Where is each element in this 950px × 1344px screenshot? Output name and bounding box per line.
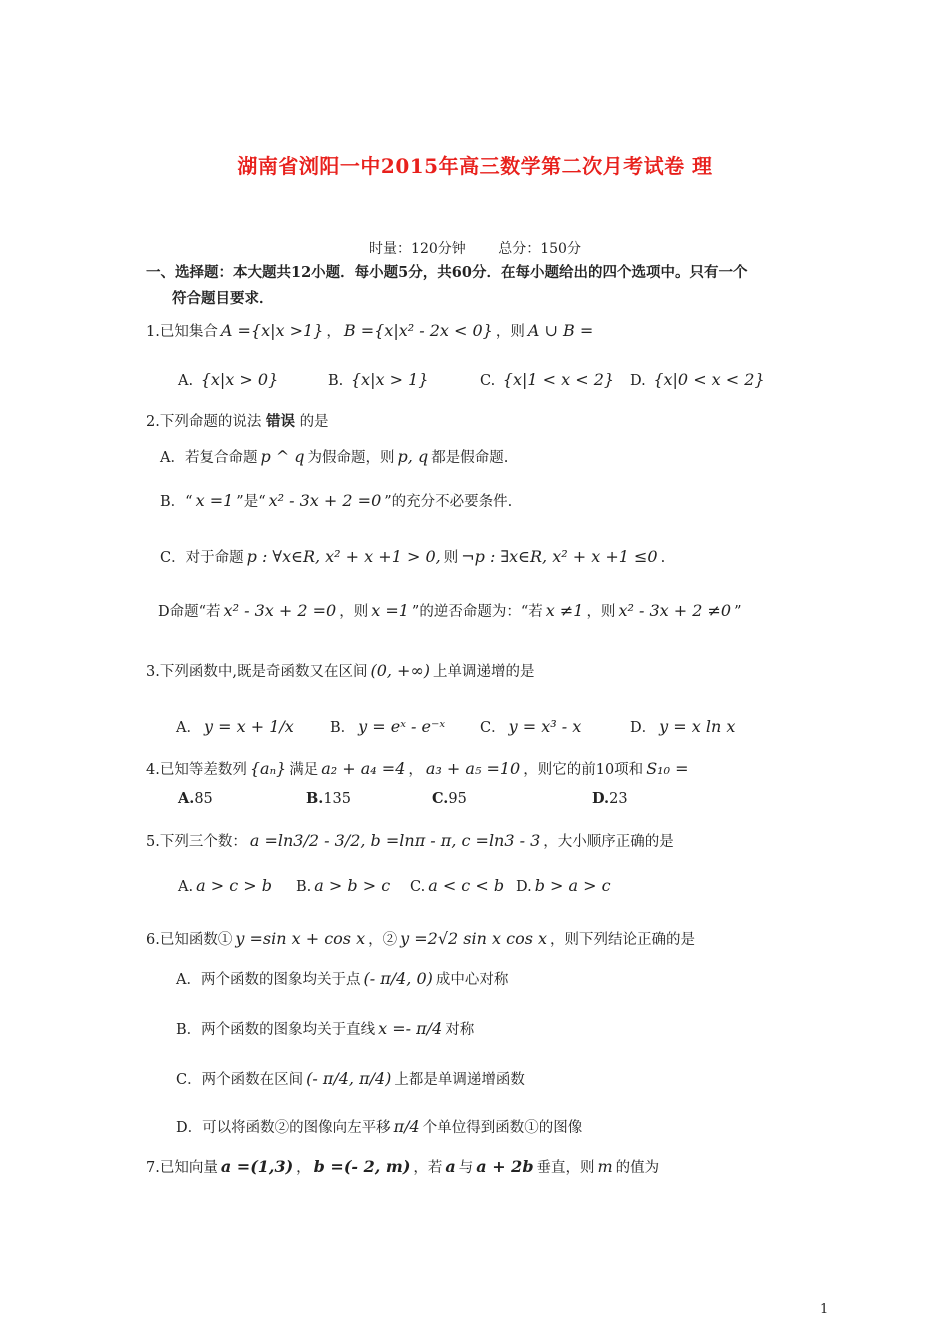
question-7: 7.已知向量 a =(1,3) ， b =(- 2, m) ，若 a 与 a + 2b 垂直，则 m 的值为 <box>146 1157 660 1176</box>
time-limit: 时量：120分钟 <box>369 241 466 257</box>
total-score: 总分：150分 <box>498 241 581 257</box>
q4-option-a[interactable]: A.85 <box>178 790 213 807</box>
q1-option-d[interactable]: D. {x|0 < x < 2} <box>630 370 765 389</box>
q5-option-a[interactable]: A. a > c > b <box>178 876 272 895</box>
q5-option-b[interactable]: B. a > b > c <box>296 876 391 895</box>
q3-option-c[interactable]: C． y = x³ - x <box>480 717 582 736</box>
question-3: 3.下列函数中,既是奇函数又在区间 (0, +∞) 上单调递增的是 <box>146 661 535 680</box>
q6-option-c[interactable]: C．两个函数在区间 (- π/4, π/4) 上都是单调递增函数 <box>176 1069 525 1088</box>
q1-option-c[interactable]: C. {x|1 < x < 2} <box>480 370 615 389</box>
question-6: 6.已知函数① y =sin x + cos x ，② y =2√2 sin x cos x ，则下列结论正确的是 <box>146 929 696 948</box>
exam-title: 湖南省浏阳一中2015年高三数学第二次月考试卷 理 <box>237 154 713 178</box>
q6-option-d[interactable]: D．可以将函数②的图像向左平移 π/4 个单位得到函数①的图像 <box>176 1117 583 1136</box>
q3-option-b[interactable]: B． y = eˣ - e⁻ˣ <box>330 717 446 736</box>
question-5: 5.下列三个数： a =ln3/2 - 3/2, b =lnπ - π, c =ln3 - 3 ，大小顺序正确的是 <box>146 831 674 850</box>
q6-option-b[interactable]: B．两个函数的图象均关于直线 x =- π/4 对称 <box>176 1019 475 1038</box>
q2-option-a[interactable]: A．若复合命题 p ^ q 为假命题，则 p, q 都是假命题. <box>160 447 509 466</box>
question-1: 1.已知集合 A ={x|x >1} ， B ={x|x² - 2x < 0} ，则 A ∪ B = <box>146 321 594 340</box>
section-heading <box>146 260 826 312</box>
question-4: 4.已知等差数列 {aₙ} 满足 a₂ + a₄ =4 ， a₃ + a₅ =10 ，则它的前10项和 S₁₀ = <box>146 759 689 778</box>
q4-option-b[interactable]: B.135 <box>306 790 351 807</box>
page-number: 1 <box>820 1302 829 1317</box>
q2-option-c[interactable]: C．对于命题 p : ∀x∈R, x² + x +1 > 0, 则 ¬p : ∃x∈R, x² + x +1 ≤0 . <box>160 547 666 566</box>
q4-option-d[interactable]: D.23 <box>592 790 628 807</box>
q5-option-d[interactable]: D. b > a > c <box>516 876 611 895</box>
q4-option-c[interactable]: C.95 <box>432 790 467 807</box>
q5-option-c[interactable]: C. a < c < b <box>410 876 505 895</box>
exam-meta <box>0 238 950 258</box>
q2-option-b[interactable]: B．“ x =1 ”是“ x² - 3x + 2 =0 ”的充分不必要条件. <box>160 491 513 510</box>
q6-option-a[interactable]: A．两个函数的图象均关于点 (- π/4, 0) 成中心对称 <box>176 969 509 988</box>
q1-option-b[interactable]: B. {x|x > 1} <box>328 370 429 389</box>
section-line-1: 一、选择题：本大题共12小题．每小题5分，共60分．在每小题给出的四个选项中。只有一个 <box>146 264 748 281</box>
q3-option-d[interactable]: D． y = x ln x <box>630 717 736 736</box>
q1-option-a[interactable]: A. {x|x > 0} <box>178 370 279 389</box>
q2-option-d[interactable]: D命题“若 x² - 3x + 2 =0 ，则 x =1 ”的逆否命题为：“若 x ≠1 ，则 x² - 3x + 2 ≠0 ” <box>158 601 742 620</box>
q3-option-a[interactable]: A． y = x + 1/x <box>176 717 294 736</box>
question-2: 2.下列命题的说法 错误 的是 <box>146 413 329 430</box>
section-line-2: 符合题目要求． <box>172 290 274 307</box>
